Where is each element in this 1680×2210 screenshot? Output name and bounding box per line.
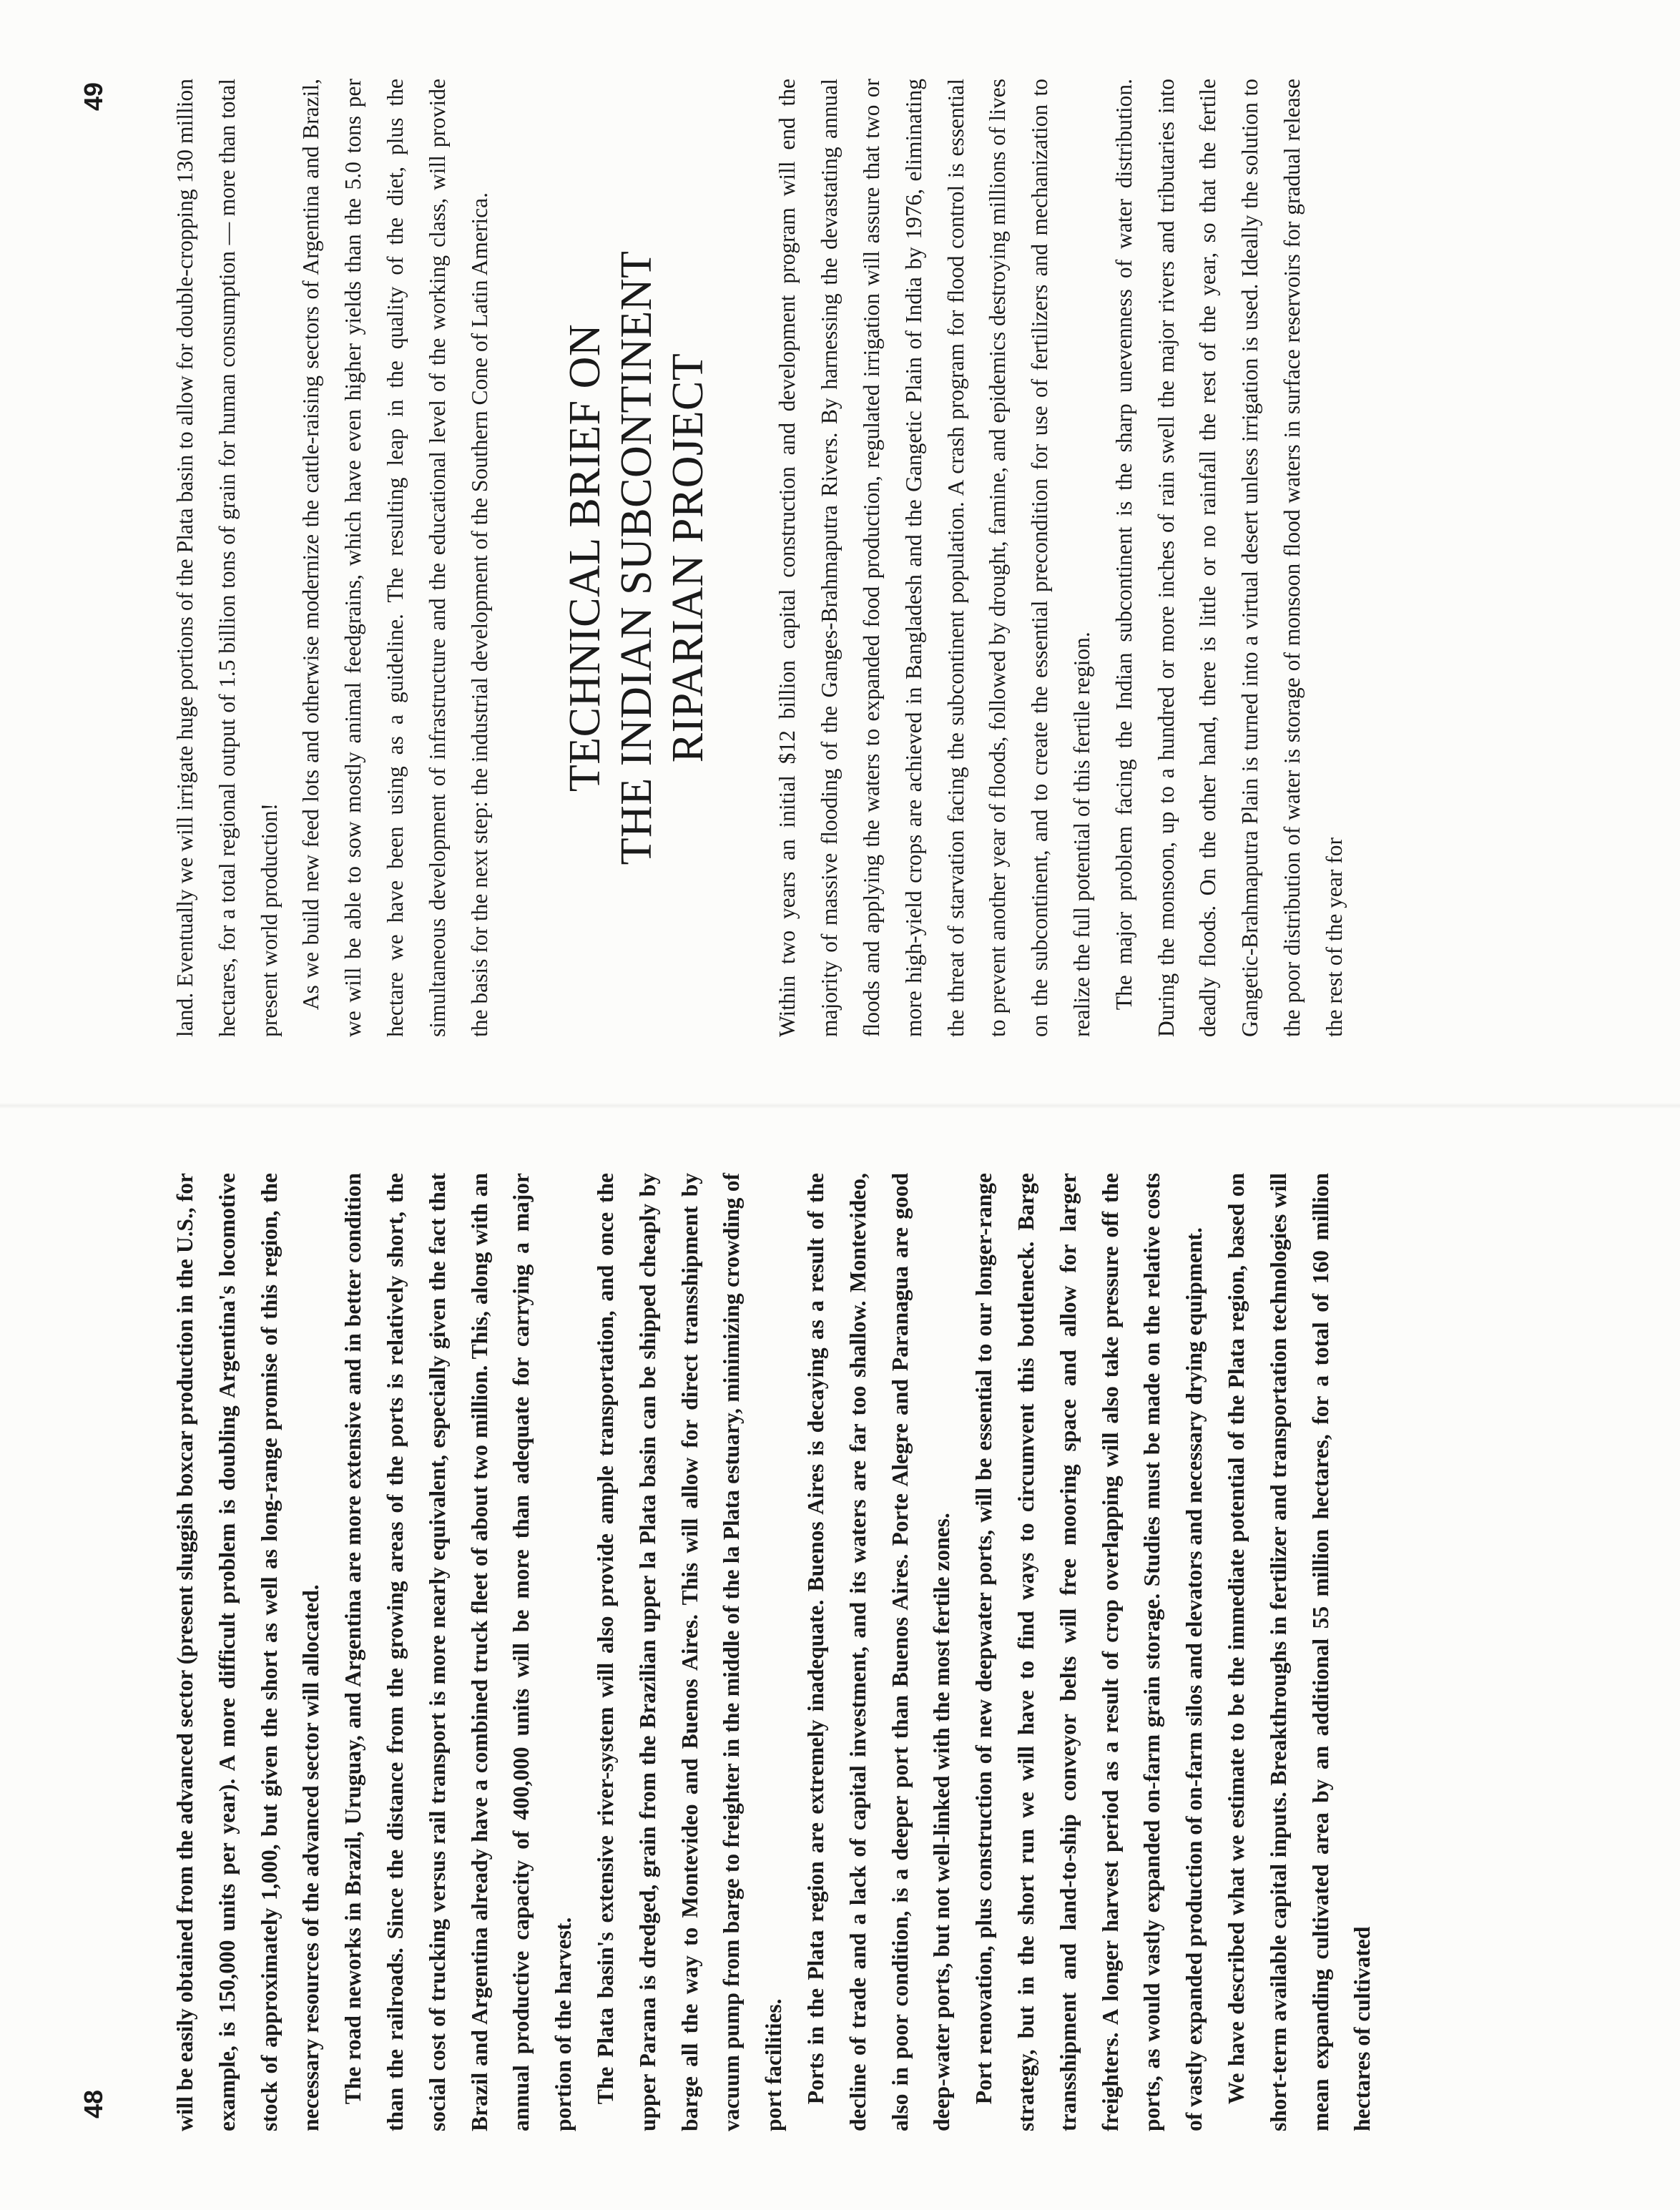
paragraph: The major problem facing the Indian subcontinent is the sharp unevenness of water distribution. During the monsoon, up to a hundred or more inches of rain swell the major rivers and tributaries into deadly floods. On the other hand, there is little or no rainfall the rest of the year, so that the fertile Gangetic-Brahmaputra Plain is turned into a virtual desert unless irrigation is used. Ideally the solution to the poor distribution of water is storage of monsoon flood waters in surface reservoirs for gradual release the rest of the year for	[1111, 79, 1347, 1037]
left-page	[0, 1105, 1680, 2210]
paragraph: The road neworks in Brazil, Uruguay, and Argentina are more extensive and in better condition than the railroads. Since the distance from the growing areas of the ports is relatively short, the social cost of trucking versus rail transport is more nearly equivalent, especially given the fact that Brazil and Argentina already have a combined truck fleet of about two million. This, along with an annual productive capacity of 400,000 units will be more than adequate for carrying a major portion of the harvest.	[340, 1173, 576, 2131]
paragraph: Port renovation, plus construction of new deepwater ports, will be essential to our longer-range strategy, but in the short run we will have to find ways to circumvent this bottleneck. Barge transshipment and land-to-ship conveyor belts will free mooring space and allow for larger freighters. A longer harvest period as a result of crop overlapping will also take pressure off the ports, as would vastly expanded on-farm grain storage. Studies must be made on the relative costs of vastly expanded production of on-farm silos and elevators and necessary drying equipment.	[971, 1173, 1207, 2131]
paragraph: Within two years an initial $12 billion capital construction and development program will end the majority of massive flooding of the Ganges-Brahmaputra Rivers. By harnessing the devastating annual floods and applying the waters to expanded food production, regulated irrigation will assure that two or more high-yield crops are achieved in Bangladesh and the Gangetic Plain of India by 1976, eliminating the threat of starvation facing the subcontinent population. A crash program for flood control is essential to prevent another year of floods, followed by drought, famine, and epidemics destroying millions of lives on the subcontinent, and to create the essential precondition for use of fertilizers and mechanization to realize the full potential of this fertile region.	[775, 79, 1094, 1037]
section-heading	[559, 79, 714, 1037]
page-number-left: 48	[79, 2089, 108, 2118]
paragraph: The Plata basin's extensive river-system will also provide ample transportation, and once the upper Parana is dredged, grain from the Brazilian upper la Plata basin can be shipped cheaply by barge all the way to Montevideo and Buenos Aires. This will allow for direct transshipment by vacuum pump from barge to freighter in the middle of the la Plata estuary, minimizing crowding of port facilities.	[592, 1173, 787, 2131]
paragraph: As we build new feed lots and otherwise modernize the cattle-raising sectors of Argentina and Brazil, we will be able to sow mostly animal feedgrains, which have even higher yields than the 5.0 tons per hectare we have been using as a guideline. The resulting leap in the quality of the diet, plus the simultaneous development of infrastructure and the educational level of the working class, will provide the basis for the next step: the industrial development of the Southern Cone of Latin America.	[298, 79, 492, 1037]
right-page-text-column	[164, 79, 1356, 1037]
page-number-right: 49	[79, 82, 108, 111]
paragraph: will be easily obtained from the advanced sector (present sluggish boxcar production in the U.S., for example, is 150,000 units per year). A more difficult problem is doubling Argentina's locomotive stock of approximately 1,000, but given the short as well as long-range promise of this region, the necessary resources of the advanced sector will allocated.	[172, 1173, 324, 2131]
paragraph: Ports in the Plata region are extremely inadequate. Buenos Aires is decaying as a result of the decline of trade and a lack of capital investment, and its waters are far too shallow. Montevideo, also in poor condition, is a deeper port than Buenos Aires. Porte Alegre and Paranagua are good deep-water ports, but not well-linked with the most fertile zones.	[802, 1173, 955, 2131]
heading-line: RIPARIAN PROJECT	[664, 353, 713, 763]
left-page-text-column	[164, 1173, 1384, 2131]
heading-line: TECHNICAL BRIEF ON	[561, 323, 610, 792]
paragraph: We have described what we estimate to be the immediate potential of the Plata region, based on short-term available capital inputs. Breakthroughs in fertilizer and transportation technologies will mean expanding cultivated area by an additional 55 million hectares, for a total of 160 million hectares of cultivated	[1223, 1173, 1375, 2131]
paragraph: land. Eventually we will irrigate huge portions of the Plata basin to allow for double-cropping 130 million hectares, for a total regional output of 1.5 billion tons of grain for human consumption — more than total present world production!	[172, 79, 282, 1037]
heading-line: THE INDIAN SUBCONTINENT	[612, 250, 662, 865]
